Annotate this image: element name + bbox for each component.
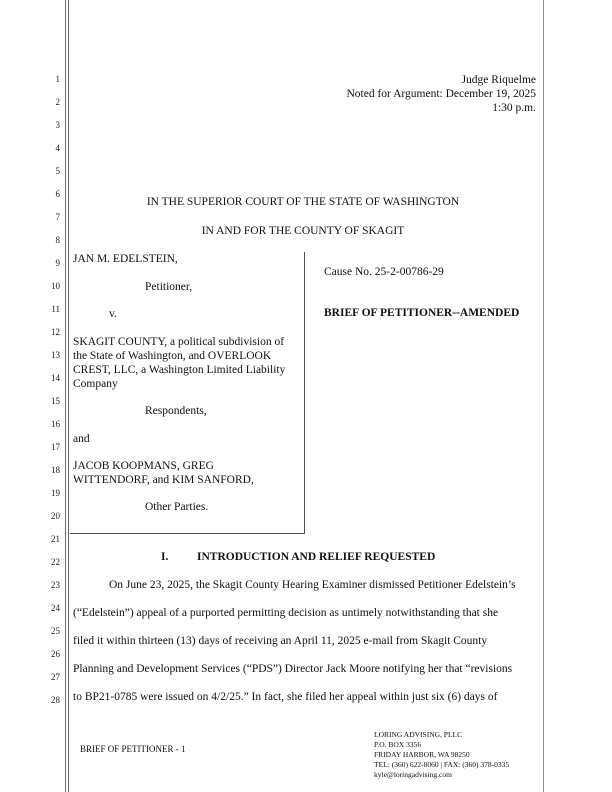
footer-email: kyle@loringadvising.com bbox=[374, 770, 452, 779]
footer-firm-name: LORING ADVISING, PLLC bbox=[374, 730, 463, 739]
line-number: 26 bbox=[51, 649, 60, 659]
cause-number: Cause No. 25-2-00786-29 bbox=[324, 266, 444, 278]
body-line: Planning and Development Services (“PDS”) Director Jack Moore notifying her that “revisions bbox=[73, 663, 513, 675]
footer-city: FRIDAY HARBOR, WA 98250 bbox=[374, 750, 470, 759]
right-margin-rule bbox=[543, 0, 544, 792]
line-number: 23 bbox=[51, 580, 60, 590]
caption-bracket-vertical bbox=[304, 252, 305, 534]
line-number: 10 bbox=[51, 281, 60, 291]
other-party-name-line: WITTENDORF, and KIM SANFORD, bbox=[73, 474, 254, 486]
other-party-name-line: JACOB KOOPMANS, GREG bbox=[73, 460, 214, 472]
section-title: INTRODUCTION AND RELIEF REQUESTED bbox=[197, 551, 436, 563]
line-number: 19 bbox=[51, 488, 60, 498]
line-number: 6 bbox=[55, 189, 60, 199]
line-number: 22 bbox=[51, 557, 60, 567]
argument-time: 1:30 p.m. bbox=[492, 102, 536, 114]
line-number: 27 bbox=[51, 672, 60, 682]
court-title: IN THE SUPERIOR COURT OF THE STATE OF WASHINGTON bbox=[146, 196, 460, 208]
line-number: 17 bbox=[51, 442, 60, 452]
line-number: 11 bbox=[51, 304, 60, 314]
line-number: 25 bbox=[51, 626, 60, 636]
respondent-role: Respondents, bbox=[145, 405, 207, 417]
other-party-role: Other Parties. bbox=[145, 501, 209, 513]
line-number: 2 bbox=[55, 97, 60, 107]
line-number: 7 bbox=[55, 212, 60, 222]
respondent-name-line: CREST, LLC, a Washington Limited Liability bbox=[73, 364, 286, 376]
line-number: 4 bbox=[55, 143, 60, 153]
judge-name: Judge Riquelme bbox=[461, 74, 536, 86]
line-number: 24 bbox=[51, 603, 60, 613]
line-number: 15 bbox=[51, 396, 60, 406]
line-number: 3 bbox=[55, 120, 60, 130]
left-margin-rule-inner bbox=[68, 0, 69, 792]
line-number: 16 bbox=[51, 419, 60, 429]
line-number: 18 bbox=[51, 465, 60, 475]
body-line: (“Edelstein”) appeal of a purported permitting decision as untimely notwithstanding that she bbox=[73, 607, 499, 619]
caption-bracket-horizontal bbox=[70, 533, 305, 534]
footer-po-box: P.O. BOX 3356 bbox=[374, 740, 422, 749]
line-number: 28 bbox=[51, 695, 60, 705]
versus: v. bbox=[109, 308, 117, 320]
respondent-name-line: Company bbox=[73, 378, 118, 390]
respondent-name-line: SKAGIT COUNTY, a political subdivision of bbox=[73, 336, 285, 348]
respondent-name-line: the State of Washington, and OVERLOOK bbox=[73, 350, 272, 362]
court-county: IN AND FOR THE COUNTY OF SKAGIT bbox=[201, 225, 405, 237]
body-line: to BP21-0785 were issued on 4/2/25.” In fact, she filed her appeal within just six (6) days of bbox=[73, 691, 498, 703]
line-number: 9 bbox=[55, 258, 60, 268]
document-title: BRIEF OF PETITIONER--AMENDED bbox=[324, 307, 520, 319]
line-number: 14 bbox=[51, 373, 60, 383]
line-number: 12 bbox=[51, 327, 60, 337]
footer-document-label: BRIEF OF PETITIONER - 1 bbox=[80, 744, 186, 754]
line-number: 8 bbox=[55, 235, 60, 245]
line-number: 5 bbox=[55, 166, 60, 176]
left-margin-rule bbox=[65, 0, 66, 792]
footer-phone-fax: TEL: (360) 622-8060 | FAX: (360) 378-0335 bbox=[374, 760, 510, 769]
petitioner-role: Petitioner, bbox=[145, 281, 193, 293]
line-number: 13 bbox=[51, 350, 60, 360]
section-number: I. bbox=[161, 551, 169, 563]
body-line: filed it within thirteen (13) days of receiving an April 11, 2025 e-mail from Skagit County bbox=[73, 635, 488, 647]
argument-date: Noted for Argument: December 19, 2025 bbox=[346, 88, 536, 100]
line-number: 1 bbox=[55, 74, 60, 84]
line-number: 20 bbox=[51, 511, 60, 521]
petitioner-name: JAN M. EDELSTEIN, bbox=[73, 253, 178, 265]
line-number: 21 bbox=[51, 534, 60, 544]
and-conjunction: and bbox=[73, 433, 90, 445]
body-line: On June 23, 2025, the Skagit County Hearing Examiner dismissed Petitioner Edelstein’s bbox=[109, 579, 516, 591]
